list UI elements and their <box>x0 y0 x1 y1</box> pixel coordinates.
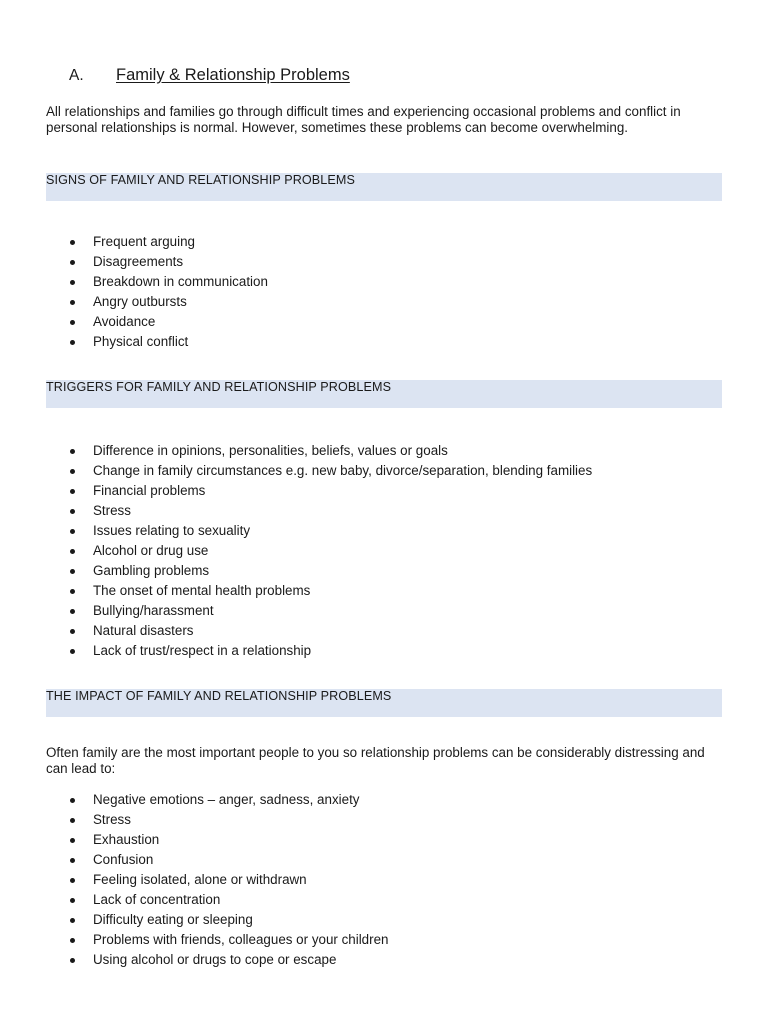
list-item-text: Difficulty eating or sleeping <box>93 912 253 927</box>
list-item-text: Feeling isolated, alone or withdrawn <box>93 872 307 887</box>
list-item-text: Confusion <box>93 852 154 867</box>
list-item-text: Lack of concentration <box>93 892 221 907</box>
bullet-icon <box>70 838 75 843</box>
list-item-text: Lack of trust/respect in a relationship <box>93 643 312 658</box>
list-item <box>0 930 388 950</box>
list-item-text: Financial problems <box>93 483 206 498</box>
list-item <box>0 332 268 352</box>
list-item-text: Alcohol or drug use <box>93 543 209 558</box>
list-item-text: Negative emotions – anger, sadness, anxiety <box>93 792 360 807</box>
bullet-icon <box>70 798 75 803</box>
list-item-text: Change in family circumstances e.g. new baby, divorce/separation, blending families <box>93 463 593 478</box>
list-item-text: Breakdown in communication <box>93 274 268 289</box>
list-item-text: Using alcohol or drugs to cope or escape <box>93 952 337 967</box>
list-item <box>0 950 388 970</box>
list-item <box>0 890 388 910</box>
section-heading <box>69 66 350 85</box>
list-item <box>0 850 388 870</box>
bullet-icon <box>70 549 75 554</box>
list-item-text: Disagreements <box>93 254 184 269</box>
list-item <box>0 561 592 581</box>
list-item <box>0 252 268 272</box>
list-item <box>0 910 388 930</box>
list-item <box>0 481 592 501</box>
signs-list <box>0 232 268 352</box>
list-item <box>0 601 592 621</box>
intro-paragraph: All relationships and families go through difficult times and experiencing occasional problems and conflict in personal relationships is normal. However, sometimes these problems can become overwhelming. <box>46 104 681 135</box>
list-item <box>0 232 268 252</box>
list-item-text: Frequent arguing <box>93 234 195 249</box>
list-item <box>0 292 268 312</box>
bullet-icon <box>70 489 75 494</box>
list-item <box>0 810 388 830</box>
list-item-text: Difference in opinions, personalities, beliefs, values or goals <box>93 443 448 458</box>
triggers-heading-band <box>46 380 722 408</box>
bullet-icon <box>70 589 75 594</box>
bullet-icon <box>70 320 75 325</box>
impact-heading-band <box>46 689 722 717</box>
list-item <box>0 441 592 461</box>
list-item <box>0 541 592 561</box>
bullet-icon <box>70 260 75 265</box>
list-item-text: Stress <box>93 503 131 518</box>
bullet-icon <box>70 240 75 245</box>
bullet-icon <box>70 878 75 883</box>
list-item-text: Gambling problems <box>93 563 210 578</box>
bullet-icon <box>70 509 75 514</box>
page-title: Family & Relationship Problems <box>116 66 350 84</box>
list-item <box>0 870 388 890</box>
list-item-text: Issues relating to sexuality <box>93 523 251 538</box>
bullet-icon <box>70 918 75 923</box>
triggers-list <box>0 441 592 661</box>
list-item <box>0 272 268 292</box>
list-item-text: Exhaustion <box>93 832 160 847</box>
signs-heading: SIGNS OF FAMILY AND RELATIONSHIP PROBLEMS <box>46 173 355 187</box>
bullet-icon <box>70 649 75 654</box>
bullet-icon <box>70 818 75 823</box>
list-item <box>0 461 592 481</box>
list-item-text: Angry outbursts <box>93 294 187 309</box>
list-item <box>0 581 592 601</box>
list-item <box>0 641 592 661</box>
list-item-text: Natural disasters <box>93 623 194 638</box>
triggers-heading: TRIGGERS FOR FAMILY AND RELATIONSHIP PROBLEMS <box>46 380 392 394</box>
list-item-text: Stress <box>93 812 131 827</box>
list-item-text: Physical conflict <box>93 334 189 349</box>
bullet-icon <box>70 300 75 305</box>
list-item <box>0 621 592 641</box>
bullet-icon <box>70 469 75 474</box>
bullet-icon <box>70 858 75 863</box>
bullet-icon <box>70 280 75 285</box>
bullet-icon <box>70 449 75 454</box>
impact-intro-paragraph: Often family are the most important people to you so relationship problems can be considerably distressing and can lead to: <box>46 745 705 776</box>
bullet-icon <box>70 958 75 963</box>
signs-heading-band <box>46 173 722 201</box>
bullet-icon <box>70 529 75 534</box>
list-item-text: Bullying/harassment <box>93 603 214 618</box>
bullet-icon <box>70 609 75 614</box>
impact-list <box>0 790 388 970</box>
impact-heading: THE IMPACT OF FAMILY AND RELATIONSHIP PROBLEMS <box>46 689 392 703</box>
list-item <box>0 790 388 810</box>
bullet-icon <box>70 340 75 345</box>
list-item-text: Avoidance <box>93 314 156 329</box>
list-item <box>0 312 268 332</box>
list-item <box>0 521 592 541</box>
list-item <box>0 830 388 850</box>
list-item-text: The onset of mental health problems <box>93 583 311 598</box>
bullet-icon <box>70 938 75 943</box>
bullet-icon <box>70 629 75 634</box>
bullet-icon <box>70 569 75 574</box>
section-letter: A. <box>69 67 84 84</box>
list-item <box>0 501 592 521</box>
list-item-text: Problems with friends, colleagues or your children <box>93 932 389 947</box>
bullet-icon <box>70 898 75 903</box>
